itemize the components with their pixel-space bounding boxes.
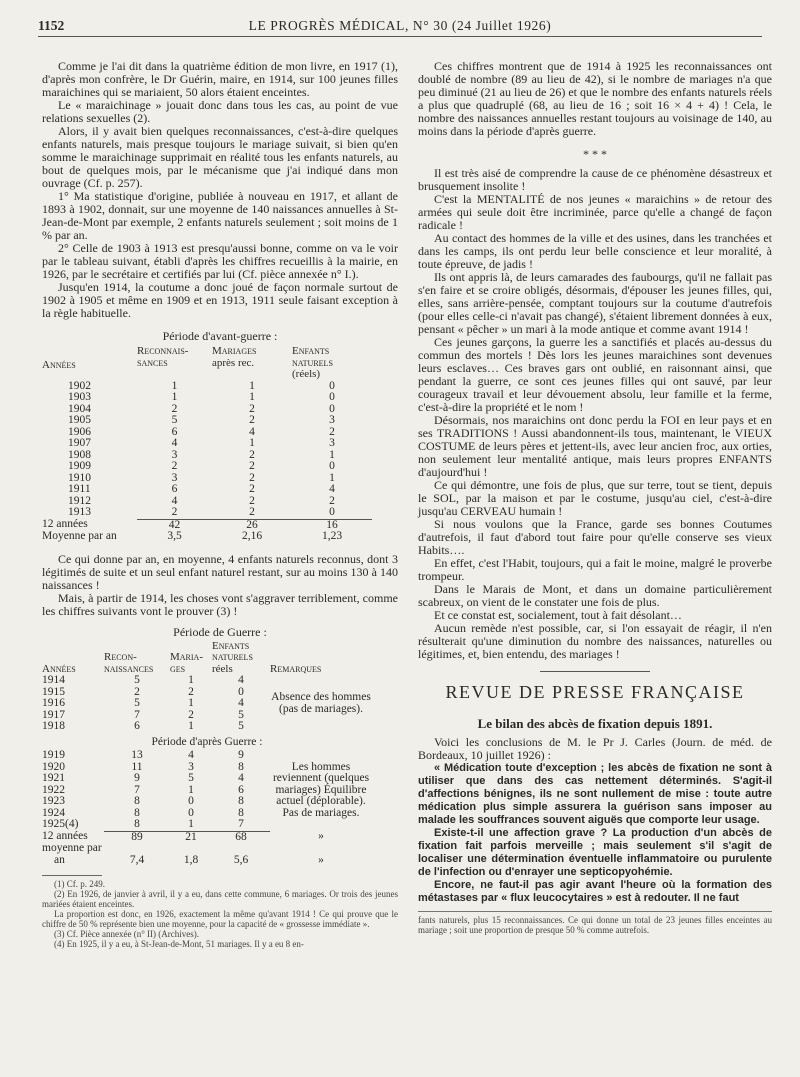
table-cell: 1: [249, 437, 255, 449]
table-cell: 1: [329, 471, 335, 484]
table-cell: 6: [171, 483, 178, 495]
table-row: [42, 415, 372, 427]
table-cell: 1: [188, 720, 194, 732]
footnote: (1) Cf. p. 249.: [54, 879, 105, 889]
paragraph: Jusqu'en 1914, la coutume a donc joué de façon normale surtout de 1902 à 1905 et même en 1909 et en 1913, 1911 seule faisant exception à la règle habituelle.: [42, 280, 398, 320]
postwar-table-body: [42, 750, 372, 831]
table-caption: Période d'après Guerre :: [151, 735, 263, 748]
quoted-paragraph: « Médication toute d'exception ; les abcès de fixation ne sont à utiliser que dans des cas nettement déterminés. S'agit-il d'affections bénignes, ils ne sont nullement de mise : toute autre médication plus simple assurera la guérison sans imposer au malade les souffrances souvent aiguës que comporte leur usage.: [418, 762, 772, 826]
table-row: [42, 855, 372, 867]
table-cell: 1: [249, 391, 255, 403]
table-cell: 5: [134, 697, 140, 709]
table-cell: 1: [329, 448, 335, 461]
table-cell: 12 années: [42, 830, 88, 843]
table-cell: 1909: [68, 460, 91, 472]
table-row: [42, 461, 372, 473]
table-cell: 1922: [42, 783, 65, 796]
table-cell: 42: [137, 519, 212, 531]
table-cell: 0: [329, 379, 335, 392]
quoted-paragraph: Encore, ne faut-il pas agir avant l'heure où la formation des métastases par « flux leucocytaires » est à redouter. Il ne faut: [418, 879, 772, 904]
table-cell: 3: [171, 471, 178, 484]
table-cell: 1915: [42, 685, 65, 698]
table-cell: 1923: [42, 795, 65, 807]
table-cell: 1920: [42, 760, 65, 773]
paragraph: 2° Celle de 1903 à 1913 est presqu'aussi bonne, comme on va le voir par le tableau suivant, établi d'après les chiffres recueillis à la mairie, en 1926, par le secrétaire et certifiés par lui (Cf. pièce annexée n° I.).: [42, 241, 398, 281]
paragraph: Désormais, nos maraichins ont donc perdu la FOI en leur pays et en ses TRADITIONS ! Aussi abandonnent-ils tous, maintenant, le VIEUX COSTUME de leurs pères et jettent-ils, avec leur ancien froc, aux orties, non seulement leur mentalité antique, mais leurs propres ENFANTS d'aujourd'hui !: [418, 413, 772, 479]
table-cell: 4: [238, 674, 244, 686]
table-cell: 9: [238, 749, 244, 761]
table-cell: 1: [188, 674, 194, 686]
table-cell: 4: [171, 494, 178, 507]
table-cell: 1914: [42, 674, 65, 686]
table-cell: 8: [134, 795, 140, 807]
table-row: [42, 450, 372, 462]
table-cell: 2: [249, 460, 255, 472]
table-row: [42, 392, 372, 404]
table-cell: 9: [134, 772, 140, 784]
paragraph: Dans le Marais de Mont, et dans un domaine particulièrement scabreux, on vient de le constater une fois de plus.: [418, 582, 772, 609]
table-cell: 4: [238, 772, 244, 784]
table-cell: 11: [131, 760, 143, 773]
table-cell: 16: [292, 519, 372, 531]
paragraph: Mais, à partir de 1914, les choses vont s'aggraver terriblement, comme les chiffres suivants vont le prouver (3) !: [42, 590, 398, 618]
table-cell: 2: [249, 448, 255, 461]
paragraph: Voici les conclusions de M. le Pr J. Carles (Journ. de méd. de Bordeaux, 10 juillet 1926) :: [418, 735, 772, 762]
table-cell: 0: [238, 685, 244, 698]
table-row: [42, 427, 372, 439]
remark-cell: Absence des hommes (pas de mariages).: [271, 691, 371, 715]
war-table-body: [42, 675, 372, 733]
paragraph: C'est la MENTALITÉ de nos jeunes « maraichins » de retour des armées qui seule doit être incriminée, parce qu'elle a changé de façon radicale !: [418, 192, 772, 232]
table-cell: 6: [238, 783, 244, 796]
table-cell: 2: [249, 506, 255, 518]
right-column: [418, 60, 772, 935]
col-header-recognitions: Reconnais- sances: [137, 345, 189, 369]
journal-title: LE PROGRÈS MÉDICAL, N° 30 (24 Juillet 1926): [248, 18, 552, 33]
col-header-years: Années: [42, 662, 76, 675]
war-table: [42, 641, 372, 867]
table-row: [42, 438, 372, 450]
table-cell: 6: [134, 720, 140, 732]
table-cell: 2,16: [241, 530, 263, 542]
table-cell: 2: [188, 685, 194, 698]
left-column: [42, 60, 398, 949]
paragraph: En effet, c'est l'Habit, toujours, qui a fait le moine, malgré le proverbe trompeur.: [418, 556, 772, 583]
page-header: [38, 16, 762, 37]
paragraph: Comme je l'ai dit dans la quatrième édition de mon livre, en 1917 (1), d'après mon confrère, le Dr Guérin, maire, en 1914, sur 100 jeunes filles maraichines qui se mariaient, 50 alors étaient enceintes.: [42, 59, 398, 99]
footnote-divider: [42, 875, 102, 876]
table-cell: 1912: [68, 494, 91, 507]
table-cell: 5: [171, 414, 178, 426]
footnote: (4) En 1925, il y a eu, à St-Jean-de-Mont, 51 mariages. Il y a eu 8 en-: [54, 939, 304, 949]
prewar-table: [42, 346, 372, 543]
paragraph: Au contact des hommes de la ville et des usines, dans les tranchées et dans les camps, ils ont perdu leur belle conscience et leur moralité, à toute épreuve, de jadis !: [418, 231, 772, 271]
table-cell: 2: [249, 494, 255, 507]
table-cell: 7: [238, 818, 244, 830]
paragraph: Et ce constat est, socialement, tout à fait désolant…: [434, 608, 682, 622]
table-row: [42, 675, 372, 687]
table-cell: 4: [171, 437, 178, 449]
table-cell: 8: [134, 818, 140, 830]
table-cell: 12 années: [42, 518, 88, 531]
table-cell: 1924: [42, 806, 65, 819]
table-cell: 0: [329, 460, 335, 472]
footnote: (3) Cf. Pièce annexée (n° II) (Archives).: [54, 929, 200, 939]
table-cell: 1: [249, 379, 255, 392]
prewar-table-body: [42, 381, 372, 543]
table-cell: 1904: [68, 402, 91, 415]
table-cell: 89: [104, 831, 170, 843]
table-cell: 0: [188, 795, 194, 807]
table-cell: 1918: [42, 720, 65, 732]
table-caption: Période de Guerre :: [173, 624, 267, 639]
table-cell: 3: [329, 437, 335, 449]
table-row: [42, 484, 372, 496]
table-cell: 7: [134, 783, 140, 796]
table-row: [42, 404, 372, 416]
paragraph: Ce qui démontre, une fois de plus, que sur terre, tout se tient, depuis le SOL, par la maison et par le costume, jusqu'au ciel, c'est-à-dire jusqu'au CERVEAU humain !: [418, 478, 772, 518]
table-cell: 21: [170, 831, 212, 843]
table-cell: »: [318, 853, 324, 866]
table-row: [42, 750, 372, 762]
table-cell: 0: [329, 402, 335, 415]
table-cell: 1: [188, 818, 194, 830]
postwar-table-totals: [42, 831, 372, 866]
paragraph: Aucun remède n'est possible, car, si l'on essayait de réagir, il n'en résulterait qu'une diminution du nombre des naissances, naturelles ou légitimes, et, bien entendu, des mariages !: [418, 621, 772, 661]
footnote-continuation: fants naturels, plus 15 reconnaissances. Ce qui donne un total de 23 jeunes filles enceintes au mariage ; soit une proportion de presque 50 % comme autrefois.: [418, 915, 772, 935]
table-cell: 2: [134, 685, 140, 698]
table-row: [42, 531, 372, 543]
col-header-remarks: Remarques: [270, 662, 322, 675]
table-cell: 1: [171, 379, 178, 392]
table-cell: 1: [188, 783, 194, 796]
table-cell: 0: [329, 506, 335, 518]
table-cell: 6: [171, 425, 178, 438]
table-cell: 1907: [68, 437, 91, 449]
table-caption: Période d'avant-guerre :: [162, 329, 278, 343]
table-cell: 3: [188, 760, 194, 773]
table-cell: 1,23: [321, 530, 343, 542]
col-header-natural-children: Enfants naturels réels: [212, 639, 253, 675]
section-stars: * * *: [583, 147, 607, 161]
table-cell: 3,5: [167, 530, 182, 542]
paragraph: Alors, il y avait bien quelques reconnaissances, c'est-à-dire quelques enfants naturels, mais presque toujours le mariage suivait, si bien qu'en somme le maraichinage supprimait en réalité tous les enfants naturels, au bout de quelques mois, par le mécanisme que j'ai indiqué dans mon ouvrage (Cf. p. 257).: [42, 124, 398, 190]
paragraph: Le « maraichinage » jouait donc dans tous les cas, au point de vue relations sexuelles (2).: [42, 98, 398, 125]
table-cell: 1: [171, 391, 178, 403]
table-cell: 13: [131, 749, 143, 761]
table-cell: 2: [249, 414, 255, 426]
table-row: [42, 496, 372, 508]
table-cell: 1910: [68, 471, 91, 484]
table-cell: 8: [238, 760, 244, 773]
table-cell: 1908: [68, 448, 91, 461]
table-cell: 5: [238, 708, 244, 721]
table-cell: 8: [134, 806, 140, 819]
footnote-divider: [418, 911, 772, 912]
table-cell: 1916: [42, 697, 65, 709]
table-cell: 5: [188, 772, 194, 784]
ornamental-rule: [540, 671, 650, 672]
table-cell: 3: [171, 448, 178, 461]
table-cell: 8: [238, 806, 244, 819]
table-cell: 1905: [68, 414, 91, 426]
table-cell: 1917: [42, 708, 65, 721]
quoted-paragraph: Existe-t-il une affection grave ? La production d'un abcès de fixation fait parfois merveille ; mais seulement s'il s'agit de localiser une détermination éventuelle inflammatoire ou purulente de l'infection ou d'enrayer une septicopyohémie.: [418, 827, 772, 878]
table-cell: 1921: [42, 772, 65, 784]
section-heading: REVUE DE PRESSE FRANÇAISE: [445, 682, 745, 702]
paragraph: Si nous voulons que la France, garde ses bonnes Coutumes d'autrefois, il faut d'abord tout faire pour qu'elle conserve ses vieux Habits….: [418, 517, 772, 557]
table-cell: 1911: [68, 483, 91, 495]
table-cell: 5: [238, 720, 244, 732]
table-cell: 26: [212, 519, 292, 531]
col-header-years: Années: [42, 359, 76, 371]
table-cell: 5,6: [233, 853, 249, 866]
col-header-marriages: Mariages après rec.: [212, 345, 257, 369]
paragraph: Il est très aisé de comprendre la cause de ce phénomène désastreux et brusquement insolite !: [418, 166, 772, 193]
table-cell: 0: [188, 806, 194, 819]
article-title: Le bilan des abcès de fixation depuis 1891.: [477, 716, 713, 731]
table-cell: 2: [171, 460, 178, 472]
table-cell: 2: [249, 471, 255, 484]
table-cell: 7: [134, 708, 140, 721]
table-cell: 1906: [68, 425, 91, 438]
table-cell: 2: [171, 506, 178, 518]
table-cell: 1919: [42, 749, 65, 761]
table-cell: an: [54, 853, 65, 866]
table-cell: 5: [134, 674, 140, 686]
table-cell: 3: [329, 414, 335, 426]
table-cell: 1,8: [183, 853, 199, 866]
table-cell: 68: [212, 831, 270, 843]
table-cell: 2: [329, 494, 335, 507]
page-number: 1152: [38, 18, 65, 33]
table-cell: 1925(4): [42, 818, 79, 831]
col-header-natural-children: Enfants naturels (réels): [292, 345, 333, 380]
col-header-recognitions: Recon- naissances: [104, 651, 154, 675]
table-cell: 1: [188, 697, 194, 709]
paragraph: Ils ont appris là, de leurs camarades des faubourgs, qu'il ne fallait pas s'en faire et se croire obligés, désormais, d'épouser les jeunes filles, qui, elles, sans arrière-pensée, comptant toujours sur la coutume d'autrefois (pour elles celle-ci n'avait pas changé), s'étaient librement données à eux, pensant « pêcher » un mari à la mode antique et comme avant 1914 !: [418, 270, 772, 336]
col-header-marriages: Maria- ges: [170, 651, 203, 675]
footnote: La proportion est donc, en 1926, exactement la même qu'avant 1914 ! Ce qui prouve que le chiffre de 50 % représente bien une moyenne, pour la capacité de « grossesse immédiate ».: [42, 909, 398, 929]
table-cell: 2: [329, 425, 335, 438]
table-cell: 0: [329, 391, 335, 403]
table-cell: 2: [171, 402, 178, 415]
footnote: (2) En 1926, de janvier à avril, il y a eu, dans cette commune, 6 mariages. Or trois des jeunes mariées étaient enceintes.: [42, 889, 398, 909]
paragraph: 1° Ma statistique d'origine, publiée à nouveau en 1917, et allant de 1893 à 1902, donnait, sur une moyenne de 140 naissances annuelles à St-Jean-de-Mont par exemple, 2 enfants naturels seulement ; soit moins de 1 % par an.: [42, 189, 398, 242]
table-cell: Moyenne par an: [42, 530, 117, 542]
table-cell: 4: [238, 697, 244, 709]
remark-cell: Les hommes reviennent (quelques mariages) Équilibre actuel (déplorable). Pas de mariages.: [272, 760, 370, 819]
paragraph: Ce qui donne par an, en moyenne, 4 enfants naturels reconnus, dont 3 légitimés de suite et un seul enfant naturel restant, sur au moins 130 à 140 naissances !: [42, 551, 398, 592]
table-row: [42, 381, 372, 393]
table-cell: 8: [238, 795, 244, 807]
table-cell: 2: [188, 708, 194, 721]
table-cell: 2: [249, 402, 255, 415]
table-cell: 4: [329, 483, 335, 495]
table-cell: »: [318, 830, 324, 843]
table-cell: 1902: [68, 379, 91, 392]
paragraph: Ces chiffres montrent que de 1914 à 1925 les reconnaissances ont doublé de nombre (89 au lieu de 42), si le nombre de mariages n'a que peu diminué (21 au lieu de 26) et que le nombre des enfants naturels réels a plus que quadruplé (68, au lieu de 16 ; soit 16 × 4 + 4) ! Cela, le nombre des naissances annuelles restant toujours au voisinage de 140, au moins dans la période d'après guerre.: [418, 59, 772, 138]
table-row: [42, 507, 372, 519]
table-row: [42, 473, 372, 485]
table-cell: 4: [188, 749, 194, 761]
table-cell: 2: [249, 483, 255, 495]
paragraph: Ces jeunes garçons, la guerre les a sanctifiés et placés au-dessus du commun des mortels ! Dès lors les jeunes maraichines sont devenues leurs esclaves… Ces braves gars ont oublié, en raisonnant ainsi, que pendant la guerre, ce sont ces jeunes filles qui ont sauvé, par leur courageux travail et leur dévouement absolu, leur famille et la ferme, c'est-à-dire la propriété et le nom !: [418, 335, 772, 414]
table-cell: 1913: [68, 506, 91, 519]
table-cell: 7,4: [129, 853, 145, 866]
table-cell: 4: [249, 425, 255, 438]
table-cell: 1903: [68, 391, 91, 403]
footnotes: [42, 879, 398, 949]
table-cell: moyenne par: [42, 842, 102, 854]
